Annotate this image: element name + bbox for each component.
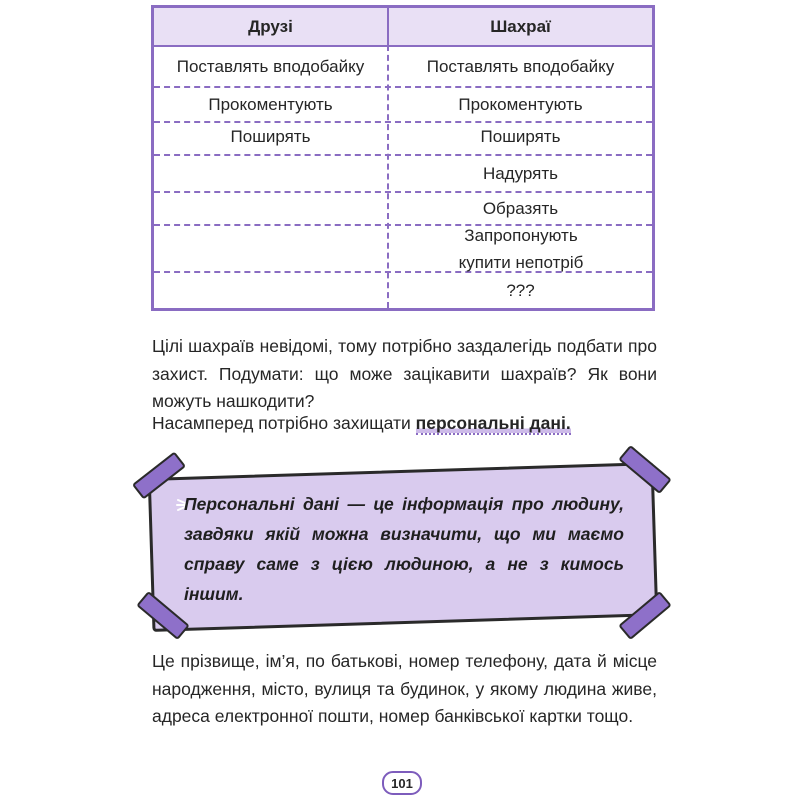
table-cell: Прокоментують: [458, 95, 583, 114]
definition-term: Персональні дані: [184, 494, 340, 514]
table-cell: ???: [506, 281, 535, 300]
table-cell: [154, 273, 387, 308]
paragraph-data-examples: Це прізвище, ім’я, по батькові, номер телефону, дата й місце народження, місто, вулиця та будинок, у якому людина живе, адреса електронної пошти, номер банківської картки тощо.: [152, 651, 657, 726]
table-cell: [154, 226, 387, 271]
paragraph-protect-data: [152, 410, 657, 438]
table-cell: Поширять: [230, 127, 311, 146]
comparison-table: [151, 5, 655, 311]
page-number: 101: [382, 771, 422, 795]
table-cell: [154, 193, 387, 224]
table-cell: Надурять: [482, 164, 559, 183]
table-cell: Поширять: [480, 127, 561, 146]
header-friends: Друзі: [248, 17, 293, 36]
table-cell: Образять: [482, 199, 559, 218]
table-cell: Поставлять вподобайку: [176, 57, 365, 76]
definition-body: — це інформація про людину, завдяки якій можна визначити, що ми маємо справу саме з цією людиною, а не з кимось іншим.: [184, 494, 624, 604]
table-cell: Поставлять вподобайку: [426, 57, 615, 76]
table-cell: [154, 156, 387, 191]
header-scammers: Шахраї: [490, 17, 551, 36]
table-cell: Прокоментують: [208, 95, 333, 114]
paragraph-scammer-goals: Цілі шахраїв невідомі, тому потрібно заздалегідь подбати про захист. Подумати: що може зацікавити шахраїв? Як вони можуть нашкодити?: [152, 336, 657, 411]
highlighted-term: персональні дані.: [415, 413, 571, 433]
table-cell: Запропонують купити непотріб: [458, 225, 584, 272]
paragraph-lead: Насамперед потрібно захищати: [152, 413, 416, 433]
definition-text: [184, 489, 624, 609]
